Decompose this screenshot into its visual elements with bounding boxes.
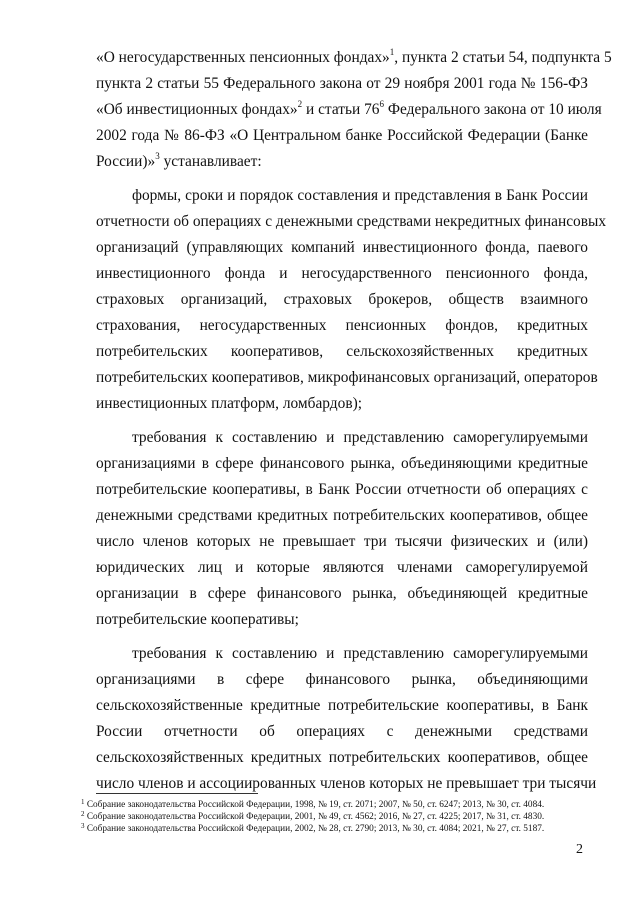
text-line: России отчетности об операциях с денежными средствами — [96, 723, 588, 740]
text-line: инвестиционных платформ, ломбардов); — [96, 395, 362, 412]
text-line: сельскохозяйственные кредитные потребительские кооперативы, в Банк — [96, 697, 588, 714]
text-line: организаций (управляющих компаний инвестиционного фонда, паевого — [96, 239, 588, 256]
text-line: юридических лиц и которые являются членами саморегулируемой — [96, 559, 588, 576]
text-line: организации в сфере финансового рынка, объединяющей кредитные — [96, 585, 588, 602]
text-line: сельскохозяйственных кредитных потребительских кооперативов, общее — [96, 749, 588, 766]
text-line: потребительские кооперативы, в Банк России отчетности об операциях с — [96, 481, 588, 498]
footnote: $^2$ Собрание законодательства Российской Федерации, 2001, № 49, ст. 4562; 2016, № 27, ст. 4225; 2017, № 31, ст. 4830. — [81, 810, 545, 822]
body-text — [96, 45, 612, 797]
text-line: «Об инвестиционных фондах»$^2$ и статьи $76^6$ Федерального закона от 10 июля — [96, 99, 602, 118]
footnote-ref[interactable]: 2 — [297, 99, 303, 109]
text-line: организациями в сфере финансового рынка, объединяющими кредитные — [96, 455, 588, 472]
text-line: отчетности об операциях с денежными средствами некредитных финансовых — [96, 213, 607, 230]
footnote: $^3$ Собрание законодательства Российской Федерации, 2002, № 28, ст. 2790; 2013, № 30, ст. 4084; 2021, № 27, ст. 5187. — [81, 822, 545, 834]
article-superscript: 6 — [379, 99, 384, 109]
text-line: требования к составлению и представлению саморегулируемыми — [132, 645, 588, 662]
text-line: «О негосударственных пенсионных фондах»$^1$, пункта 2 статьи 54, подпункта 5 — [96, 47, 612, 66]
footnote: $^1$ Собрание законодательства Российской Федерации, 1998, № 19, ст. 2071; 2007, № 50, ст. 6247; 2013, № 30, ст. 4084. — [81, 798, 545, 810]
text-line: пункта 2 статьи 55 Федерального закона от 29 ноября 2001 года № 156-ФЗ — [96, 75, 588, 92]
text-line: потребительские кооперативы; — [96, 611, 299, 628]
text-line: потребительских кооперативов, микрофинансовых организаций, операторов — [96, 369, 598, 386]
page-number: 2 — [576, 842, 583, 857]
text-line: формы, сроки и порядок составления и представления в Банк России — [132, 187, 588, 204]
text-line: страховых организаций, страховых брокеров, обществ взаимного — [96, 291, 588, 308]
text-line: инвестиционного фонда и негосударственного пенсионного фонда, — [96, 265, 588, 282]
text-line: 2002 года № 86-ФЗ «О Центральном банке Российской Федерации (Банке — [96, 127, 588, 144]
footnote-divider — [96, 793, 258, 794]
text-line: страхования, негосударственных пенсионных фондов, кредитных — [96, 317, 588, 334]
footnote-ref[interactable]: 3 — [155, 151, 160, 161]
text-line: число членов которых не превышает три тысячи физических и (или) — [96, 533, 588, 550]
text-line: денежными средствами кредитных потребительских кооперативов, общее — [96, 507, 588, 524]
footnotes — [81, 799, 601, 835]
text-line: России)»$^3$ устанавливает: — [96, 151, 262, 170]
text-line: потребительских кооперативов, сельскохозяйственных кредитных — [96, 343, 588, 360]
text-line: требования к составлению и представлению саморегулируемыми — [132, 429, 588, 446]
footnote-ref[interactable]: 1 — [389, 47, 395, 57]
text-line: число членов и ассоциированных членов которых не превышает три тысячи — [96, 775, 597, 792]
text-line: организациями в сфере финансового рынка, объединяющими — [96, 671, 588, 688]
